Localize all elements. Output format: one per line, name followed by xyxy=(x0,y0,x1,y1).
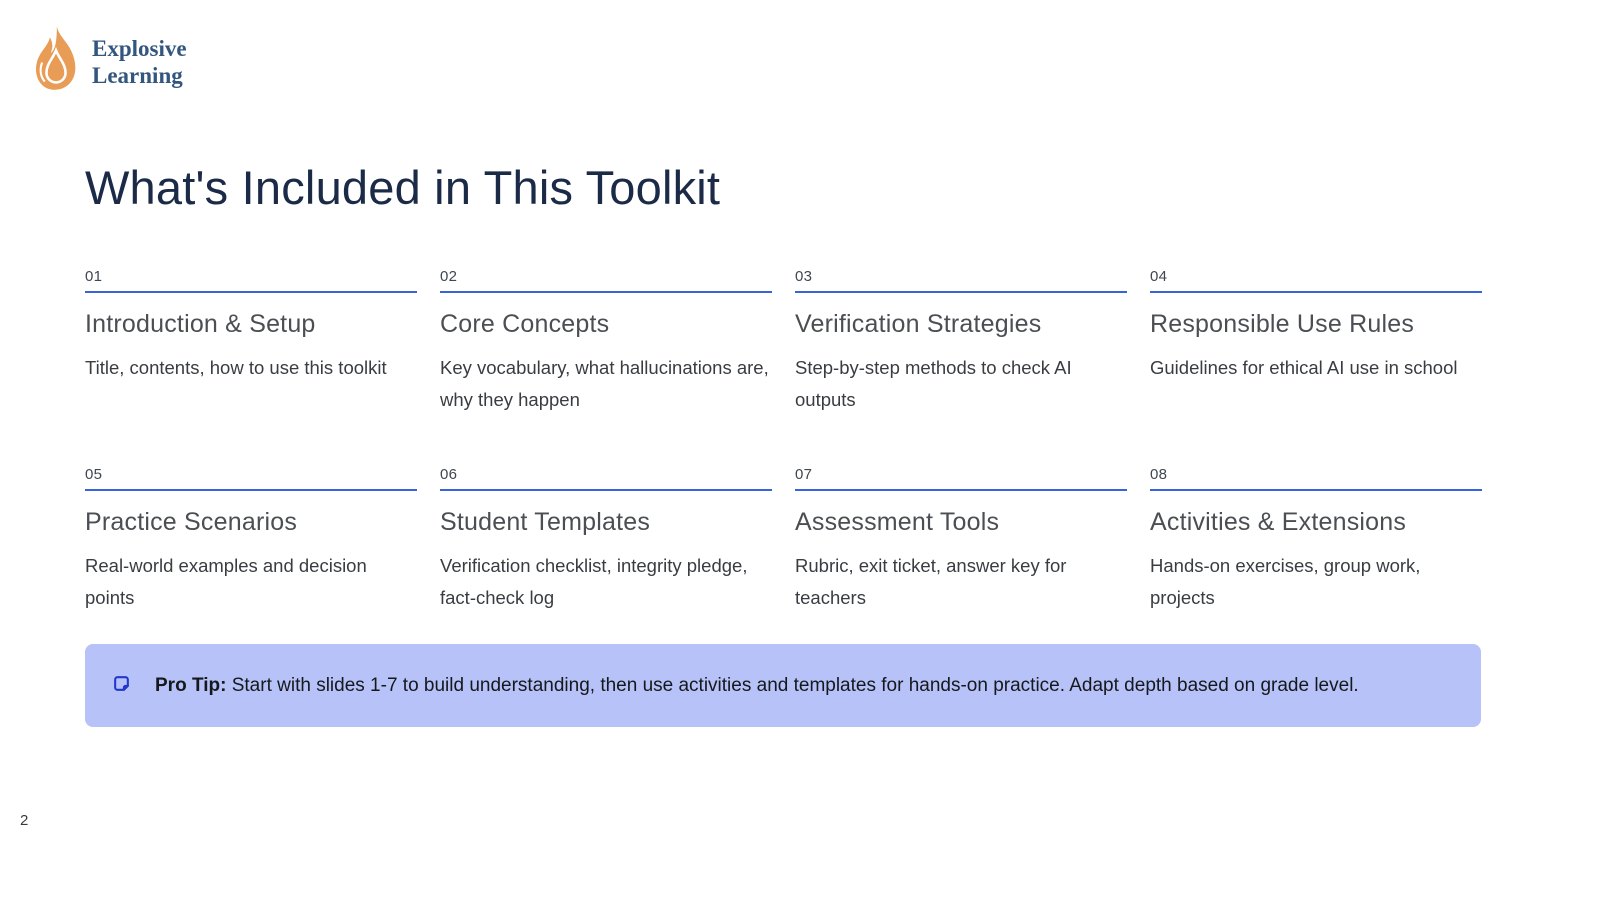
toolkit-item-08 xyxy=(1150,466,1482,614)
item-description: Verification checklist, integrity pledge, fact-check log xyxy=(440,555,748,608)
item-description: Step-by-step methods to check AI outputs xyxy=(795,357,1072,410)
pro-tip-body: Start with slides 1-7 to build understanding, then use activities and templates for hands-on practice. Adapt depth based on grade level. xyxy=(231,674,1359,696)
toolkit-item-01 xyxy=(85,268,417,416)
accent-rule xyxy=(795,291,1127,293)
page-title: What's Included in This Toolkit xyxy=(85,161,721,214)
accent-rule xyxy=(440,489,772,491)
toolkit-item-05 xyxy=(85,466,417,614)
item-title: Student Templates xyxy=(440,508,651,536)
accent-rule xyxy=(1150,291,1482,293)
toolkit-items-grid xyxy=(85,268,1482,614)
item-number: 03 xyxy=(795,268,813,285)
item-description: Guidelines for ethical AI use in school xyxy=(1150,357,1458,378)
toolkit-item-04 xyxy=(1150,268,1482,416)
accent-rule xyxy=(440,291,772,293)
pro-tip-callout xyxy=(85,644,1481,727)
accent-rule xyxy=(85,291,417,293)
flame-icon xyxy=(30,24,82,99)
item-number: 01 xyxy=(85,268,103,285)
item-title: Responsible Use Rules xyxy=(1150,310,1415,338)
item-title: Practice Scenarios xyxy=(85,508,298,536)
item-number: 07 xyxy=(795,466,813,483)
item-title: Assessment Tools xyxy=(795,508,1000,536)
toolkit-item-06 xyxy=(440,466,772,614)
item-title: Introduction & Setup xyxy=(85,310,316,338)
toolkit-item-07 xyxy=(795,466,1127,614)
item-description: Key vocabulary, what hallucinations are, why they happen xyxy=(440,357,769,410)
item-number: 02 xyxy=(440,268,458,285)
item-description: Rubric, exit ticket, answer key for teachers xyxy=(795,555,1067,608)
brand-name-line2: Learning xyxy=(92,62,183,88)
toolkit-item-02 xyxy=(440,268,772,416)
item-description: Title, contents, how to use this toolkit xyxy=(85,357,387,378)
brand-logo xyxy=(30,24,187,99)
item-number: 04 xyxy=(1150,268,1168,285)
brand-name xyxy=(92,35,187,89)
item-number: 08 xyxy=(1150,466,1168,483)
item-description: Hands-on exercises, group work, projects xyxy=(1150,555,1421,608)
accent-rule xyxy=(85,489,417,491)
item-number: 06 xyxy=(440,466,458,483)
sticky-note-icon xyxy=(112,674,131,698)
item-title: Activities & Extensions xyxy=(1150,508,1407,536)
brand-name-line1: Explosive xyxy=(92,35,187,61)
item-description: Real-world examples and decision points xyxy=(85,555,367,608)
pro-tip-text xyxy=(155,673,1359,699)
item-title: Verification Strategies xyxy=(795,310,1042,338)
page-number: 2 xyxy=(20,812,29,829)
accent-rule xyxy=(1150,489,1482,491)
item-number: 05 xyxy=(85,466,103,483)
accent-rule xyxy=(795,489,1127,491)
toolkit-item-03 xyxy=(795,268,1127,416)
pro-tip-label: Pro Tip: xyxy=(155,674,227,696)
item-title: Core Concepts xyxy=(440,310,610,338)
